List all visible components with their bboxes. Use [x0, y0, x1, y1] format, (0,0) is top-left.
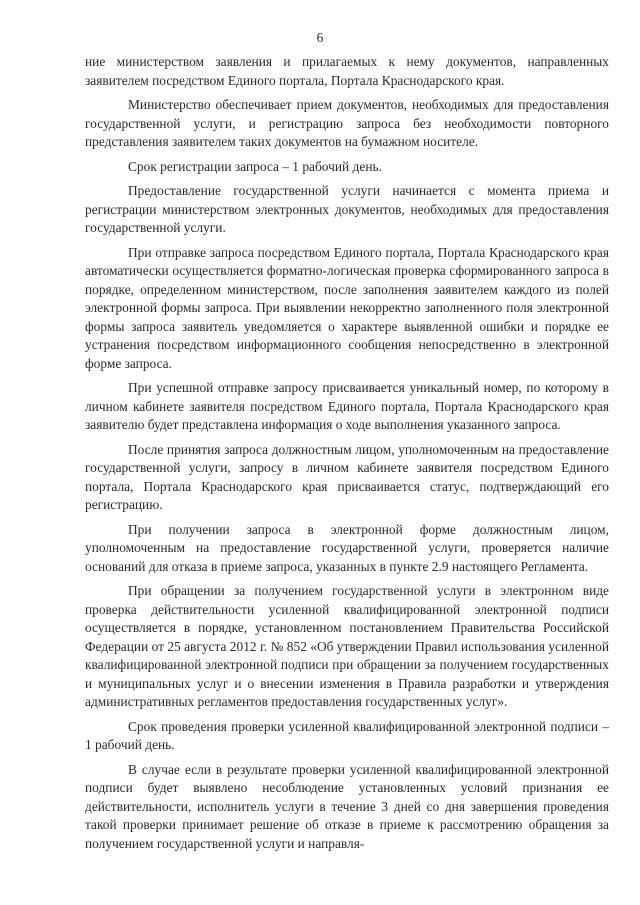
- paragraph-registration-status: После принятия запроса должностным лицом, уполномоченным на предоставление государственной услуги, запросу в личном кабинете заявителя посредством Единого портала, Портала Краснодарского края присваивается статус, подтверждающий его регистрацию.: [85, 441, 609, 512]
- document-body: [85, 53, 609, 859]
- paragraph-service-start: Предоставление государственной услуги начинается с момента приема и регистрации министерством электронных документов, необходимых для предоставления государственной услуги.: [85, 183, 609, 235]
- paragraph-verification-failure: В случае если в результате проверки усиленной квалифицированной электронной подписи будет выявлено несоблюдение установленных условий признания ее действительности, исполнитель услуги в течение 3 дней со дня завершения проведения такой проверки принимает решение об отказе в приеме к рассмотрению обращения за получением государственной услуги и направля-: [85, 761, 609, 851]
- paragraph-refusal-grounds-check: При получении запроса в электронной форме должностным лицом, уполномоченным на предоставление государственной услуги, проверяется наличие оснований для отказа в приеме запроса, указанных в пункте 2.9 настоящего Регламента.: [85, 521, 609, 574]
- paragraph-format-check: При отправке запроса посредством Единого портала, Портала Краснодарского края автоматически осуществляется форматно-логическая проверка сформированного запроса в порядке, определенном министерством, после заполнения заявителем каждого из полей электронной формы запроса. При выявлении некорректно заполненного поля электронной формы запроса заявитель уведомляется о характере выявленной ошибки и порядке ее устранения посредством информационного сообщения непосредственно в электронной форме запроса.: [85, 244, 609, 371]
- paragraph-continuation: ние министерством заявления и прилагаемых к нему документов, направленных заявителем посредством Единого портала, Портала Краснодарского края.: [85, 54, 609, 88]
- paragraph-registration-term: Срок регистрации запроса – 1 рабочий день.: [128, 158, 382, 174]
- page-number: 6: [316, 30, 324, 45]
- paragraph-verification-term: Срок проведения проверки усиленной квалифицированной электронной подписи – 1 рабочий день.: [85, 718, 609, 752]
- paragraph-signature-verification: При обращении за получением государственной услуги в электронном виде проверка действительности усиленной квалифицированной электронной подписи осуществляется в порядке, установленном постановлением Правительства Российской Федерации от 25 августа 2012 г. № 852 «Об утверждении Правил использования усиленной квалифицированной электронной подписи при обращении за получением государственных и муниципальных услуг и о внесении изменения в Правила разработки и утверждения административных регламентов предоставления государственных услуг».: [85, 583, 609, 709]
- paragraph-unique-number: При успешной отправке запросу присваивается уникальный номер, по которому в личном кабинете заявителя посредством Единого портала, Портала Краснодарского края заявителю будет представлена информация о ходе выполнения указанного запроса.: [85, 380, 609, 432]
- paragraph-document-acceptance: Министерство обеспечивает прием документов, необходимых для предоставления государственной услуги, и регистрацию запроса без необходимости повторного представления заявителем таких документов на бумажном носителе.: [85, 97, 609, 149]
